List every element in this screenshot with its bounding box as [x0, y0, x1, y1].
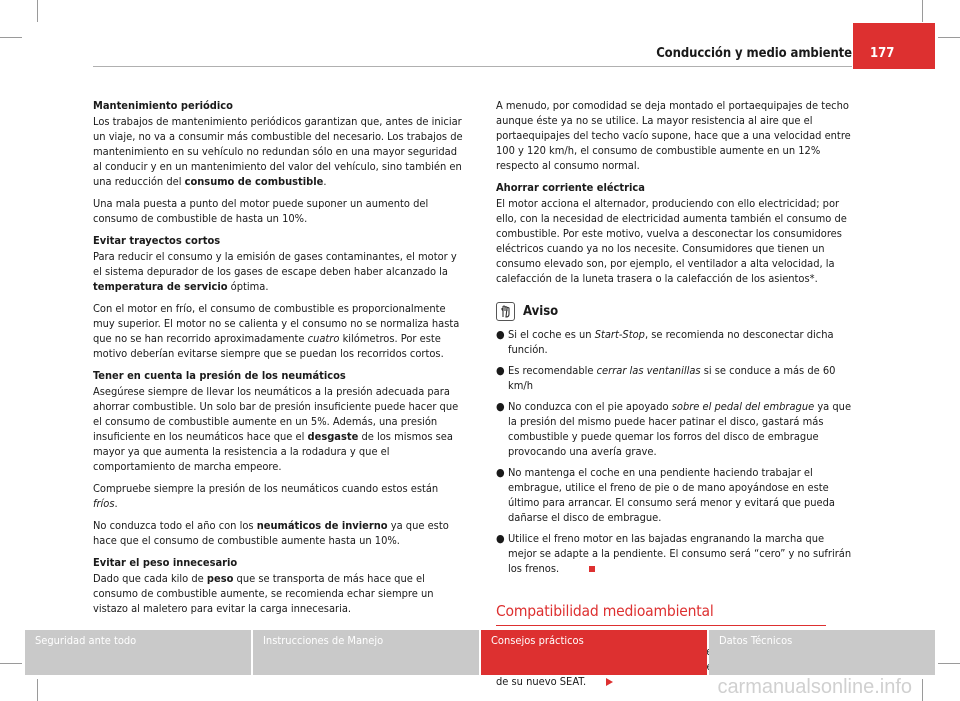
text-run: Start-Stop: [594, 328, 645, 341]
body-paragraph: [93, 481, 465, 511]
text-run: Si el coche es un: [508, 328, 595, 341]
text-run: ya que la presión del mismo puede hacer patinar el disco, gastará más combustible y puede quemar los forros del disco de embrague provocando una avería grave.: [508, 400, 852, 458]
aviso-bullet-text: [508, 363, 854, 393]
text-run: temperatura de servicio: [93, 280, 228, 293]
bullet-dot-icon: ●: [496, 364, 505, 377]
footer-tab-consejos-prácticos[interactable]: Consejos prácticos: [481, 630, 707, 675]
bullet-dot-icon: ●: [496, 532, 505, 545]
crop-mark: [938, 663, 960, 664]
body-paragraph: [93, 196, 465, 226]
aviso-bullet-text: [508, 399, 854, 459]
watermark: carmanualsonline.info: [717, 676, 912, 698]
crop-mark: [922, 0, 923, 22]
text-run: Dado que cada kilo de: [93, 572, 207, 585]
aviso-bullet: [496, 363, 854, 393]
body-paragraph: [93, 114, 465, 189]
section-paragraph-text: de su nuevo SEAT.: [496, 675, 587, 688]
footer-tabs: [25, 630, 935, 675]
aviso-bullet: [496, 465, 854, 525]
text-run: Utilice el freno motor en las bajadas engranando la marcha que mejor se adapte a la pendiente. El consumo será “cero” y no sufrirán los frenos.: [508, 532, 852, 575]
body-paragraph: [93, 249, 465, 294]
text-run: óptima.: [227, 280, 269, 293]
section-heading: Mantenimiento periódico: [93, 99, 233, 112]
text-run: neumáticos de invierno: [256, 519, 388, 532]
left-column: [93, 98, 465, 623]
text-run: cuatro: [307, 332, 340, 345]
text-run: El motor acciona el alternador, produciendo con ello electricidad; por ello, con la necesidad de electricidad aumenta también el consumo de combustible. Por este motivo, vuelva a desconectar los consumidores eléctricos cuando ya no los necesite. Consumidores que tienen un consumo elevado son, por ejemplo, el ventilador a alta velocidad, la calefacción de la luneta trasera o la calefacción de los asientos*.: [496, 197, 847, 285]
aviso-label: Aviso: [523, 304, 559, 319]
text-run: sobre el pedal del embrague: [671, 400, 815, 413]
crop-mark: [922, 679, 923, 701]
right-column: [496, 98, 854, 689]
text-run: si se conduce a más de 60 km/h: [508, 364, 836, 392]
crop-mark: [0, 37, 22, 38]
text-run: A menudo, por comodidad se deja montado el portaequipajes de techo aunque éste ya no se utilice. La mayor resistencia al aire que el portaequipajes del techo vacío supone, hace que a una velocidad entre 100 y 120 km/h, el consumo de combustible aumente en un 12% respecto al consumo normal.: [496, 99, 851, 172]
text-run: que se transporta de más hace que el consumo de combustible aumente, se recomienda echar siempre un vistazo al maletero para evitar la carga innecesaria.: [93, 572, 434, 615]
text-run: Compruebe siempre la presión de los neumáticos cuando estos están: [93, 482, 439, 495]
text-run: No conduzca con el pie apoyado: [508, 400, 672, 413]
text-run: Asegúrese siempre de llevar los neumáticos a la presión adecuada para ahorrar combustible. Un solo bar de presión insuficiente puede hacer que el consumo de combustible aumente en un 5%. Además, una presión insuficiente en los neumáticos hace que el: [93, 385, 459, 443]
header-rule: [93, 66, 852, 67]
aviso-header: [496, 302, 854, 321]
bullet-dot-icon: ●: [496, 328, 505, 341]
note-hand-icon: [496, 302, 515, 321]
text-run: .: [323, 175, 327, 188]
aviso-bullet-text: [508, 327, 854, 357]
footer-tab-seguridad-ante-todo[interactable]: Seguridad ante todo: [25, 630, 251, 675]
text-run: No mantenga el coche en una pendiente haciendo trabajar el embrague, utilice el freno de pie o de mano apoyándose en este último para arrancar. El consumo será menor y evitará que pueda dañarse el disco de embrague.: [508, 466, 835, 524]
text-run: , se recomienda no desconectar dicha función.: [508, 328, 834, 356]
text-run: de los mismos sea mayor ya que aumenta la resistencia a la rodadura y que el comportamiento de marcha empeore.: [93, 430, 453, 473]
section-heading: Ahorrar corriente eléctrica: [496, 181, 645, 194]
crop-mark: [37, 679, 38, 701]
right-column-top: [496, 98, 854, 286]
text-run: .: [114, 497, 118, 510]
crop-mark: [37, 0, 38, 22]
end-marker-icon: [589, 566, 595, 572]
body-paragraph: [93, 384, 465, 474]
footer-tab-instrucciones-de-manejo[interactable]: Instrucciones de Manejo: [253, 630, 479, 675]
page-title: Conducción y medio ambiente: [656, 46, 852, 61]
section-rule: [496, 625, 826, 626]
section-heading: Evitar trayectos cortos: [93, 234, 221, 247]
body-paragraph: [496, 98, 854, 173]
section-heading: Evitar el peso innecesario: [93, 556, 238, 569]
aviso-bullet: [496, 399, 854, 459]
page-number: 177: [870, 46, 895, 61]
bullet-dot-icon: ●: [496, 466, 505, 479]
aviso-bullet: [496, 327, 854, 357]
text-run: ya que esto hace que el consumo de combustible aumente hasta un 10%.: [93, 519, 449, 547]
text-run: No conduzca todo el año con los: [93, 519, 257, 532]
text-run: cerrar las ventanillas: [596, 364, 701, 377]
text-run: fríos: [93, 497, 115, 510]
crop-mark: [0, 663, 22, 664]
bullet-dot-icon: ●: [496, 400, 505, 413]
text-run: Los trabajos de mantenimiento periódicos garantizan que, antes de iniciar un viaje, no va a consumir más combustible del necesario. Los trabajos de mantenimiento en su vehículo no redundan sólo en una mayor seguridad al conducir y en un mantenimiento del valor del vehículo, sino también en una reducción del: [93, 115, 463, 188]
aviso-list: [496, 327, 854, 576]
text-run: consumo de combustible: [184, 175, 324, 188]
body-paragraph: [496, 196, 854, 286]
text-run: desgaste: [307, 430, 359, 443]
aviso-bullet-text: [508, 531, 854, 576]
section-heading: Tener en cuenta la presión de los neumáticos: [93, 369, 346, 382]
body-paragraph: [93, 301, 465, 361]
text-run: Con el motor en frío, el consumo de combustible es proporcionalmente muy superior. El motor no se calienta y el consumo no se normaliza hasta que no se han recorrido aproximadamente: [93, 302, 460, 345]
text-run: Para reducir el consumo y la emisión de gases contaminantes, el motor y el sistema depurador de los gases de escape deben haber alcanzado la: [93, 250, 457, 278]
text-run: Una mala puesta a punto del motor puede suponer un aumento del consumo de combustible de hasta un 10%.: [93, 197, 429, 225]
text-run: peso: [206, 572, 234, 585]
aviso-bullet-text: [508, 465, 854, 525]
text-run: Es recomendable: [508, 364, 597, 377]
crop-mark: [938, 37, 960, 38]
aviso-bullet: [496, 531, 854, 576]
continue-arrow-icon: [606, 678, 613, 686]
text-run: kilómetros. Por este motivo deberían evitarse siempre que se puedan los recorridos cortos.: [93, 332, 444, 360]
footer-tab-datos-técnicos[interactable]: Datos Técnicos: [709, 630, 935, 675]
section-title: Compatibilidad medioambiental: [496, 602, 714, 620]
body-paragraph: [93, 571, 465, 616]
body-paragraph: [93, 518, 465, 548]
